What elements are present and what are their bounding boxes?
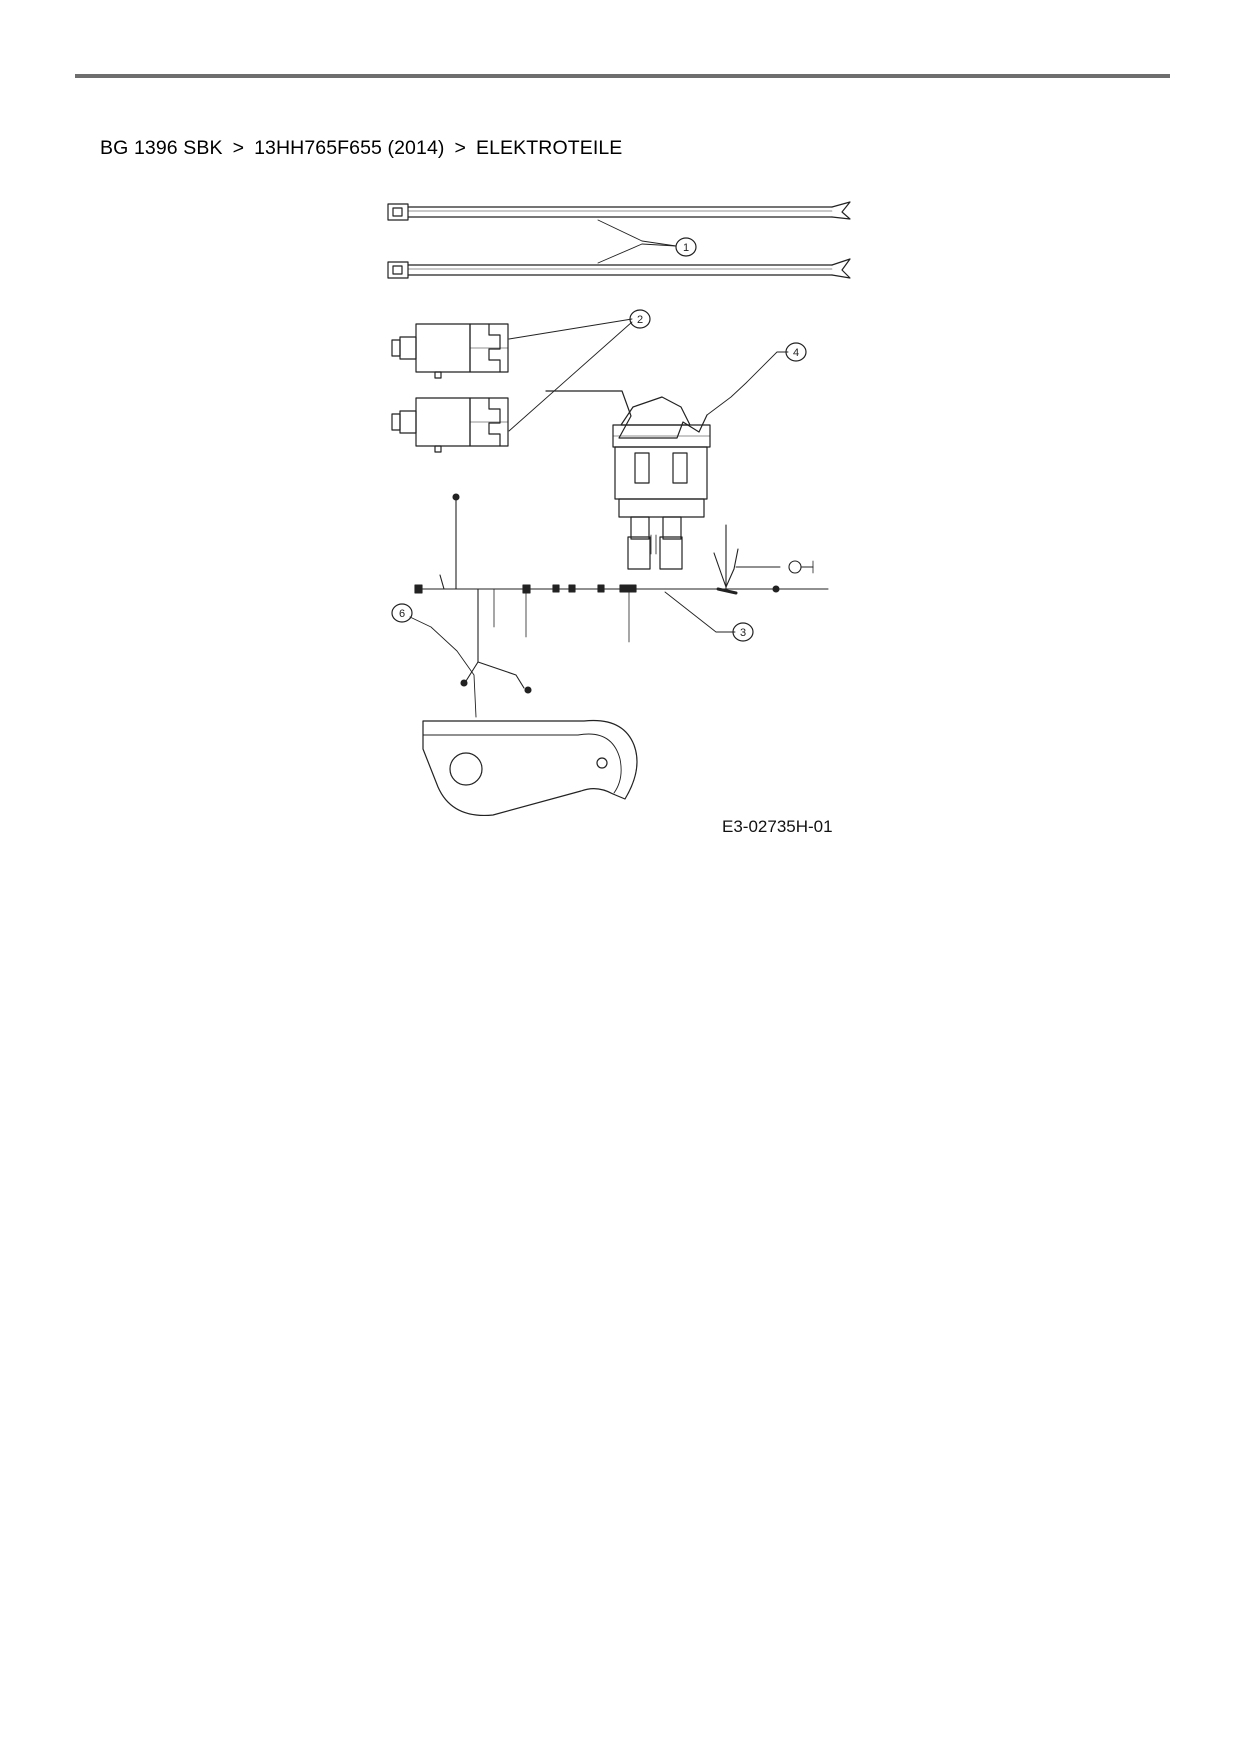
breadcrumb-item-variant[interactable]: 13HH765F655 (2014) [254,137,445,159]
diagram-code: E3-02735H-01 [722,817,833,836]
callout-3-leader [665,592,735,632]
parts-diagram [376,157,872,857]
cable-tie [388,259,850,278]
callout-label-2: 2 [636,314,644,326]
safety-switch [392,398,508,452]
solenoid [546,391,710,569]
callout-1-leaders [598,220,676,263]
callout-label-1: 1 [682,242,690,254]
breadcrumb [89,114,622,160]
wiring-harness [415,494,828,693]
callout-bubble-3 [733,623,753,641]
callout-label-4: 4 [792,347,800,359]
callout-4-leader [707,352,788,415]
bracket [423,721,637,816]
breadcrumb-separator: > [232,137,245,159]
breadcrumb-separator: > [454,137,466,159]
header-rule [75,74,1170,78]
parts-diagram-drawing [376,157,872,857]
callout-6-leader [410,617,476,717]
callout-bubble-6 [392,604,412,622]
callout-bubble-4 [786,343,806,361]
callout-2-leaders [509,319,632,431]
cable-tie [388,202,850,220]
callout-bubble-1 [676,238,696,256]
callout-label-6: 6 [398,608,406,620]
breadcrumb-item-section: ELEKTROTEILE [475,137,623,159]
breadcrumb-item-model[interactable]: BG 1396 SBK [100,137,223,159]
callout-bubble-2 [630,310,650,328]
safety-switch [392,324,508,378]
callout-label-3: 3 [739,627,747,639]
